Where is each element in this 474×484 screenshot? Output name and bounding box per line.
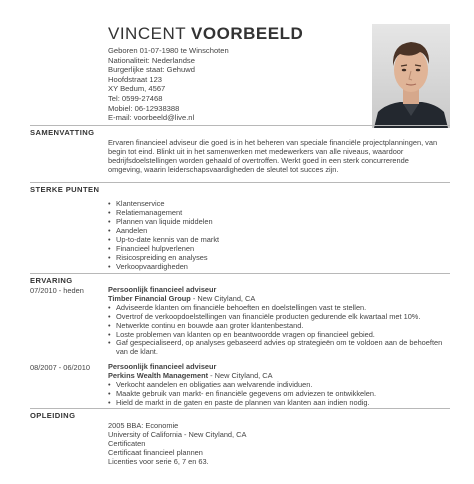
education-line: University of California - New Cityland, CA	[108, 430, 247, 439]
candidate-name	[108, 24, 303, 44]
summary-text: Ervaren financieel adviseur die goed is in het beheren van speciale financiële projectplanningen, van begin tot eind. Blinkt uit in het samenwerken met medewerkers van alle niveaus, waardoor bedrijfsdoelstellingen worden gehaald of overtroffen. Werkt goed in een sterk concurrerende omgeving, waarin leiderschapsvaardigheden de sleutel tot succes zijn.	[108, 138, 438, 174]
profile-photo	[372, 24, 450, 128]
job-role: Persoonlijk financieel adviseur	[108, 362, 217, 371]
list-item: • Relatiemanagement	[108, 208, 183, 217]
first-name: VINCENT	[108, 24, 186, 43]
contact-line: Burgerlijke staat: Gehuwd	[108, 65, 195, 75]
list-item: • Plannen van liquide middelen	[108, 217, 213, 226]
section-divider	[30, 273, 450, 274]
education-line: Certificaat financieel plannen	[108, 448, 203, 457]
contact-line: Tel: 0599-27468	[108, 93, 163, 103]
last-name: VOORBEELD	[191, 24, 304, 43]
list-item: • Verkoopvaardigheden	[108, 262, 188, 271]
education-line: Certificaten	[108, 439, 146, 448]
job-dates: 07/2010 - heden	[30, 286, 84, 295]
job-bullet: • Adviseerde klanten om financiële behoeften en doelstellingen vast te stellen.	[108, 302, 367, 312]
contact-line: Nationaliteit: Nederlandse	[108, 55, 195, 65]
job-bullet: • Verkocht aandelen en obligaties aan welvarende individuen.	[108, 379, 313, 389]
list-item: • Financieel hulpverlenen	[108, 244, 195, 253]
job-bullet: • Loste problemen van klanten op en beantwoordde vragen op financieel gebied.	[108, 329, 375, 339]
job-bullet: • Maakte gebruik van markt- en financiële gegevens om adviezen te ontwikkelen.	[108, 388, 377, 398]
contact-details	[108, 46, 229, 123]
experience-heading: ERVARING	[30, 276, 73, 285]
section-divider	[30, 408, 450, 409]
job-employer: Perkins Wealth Management - New Cityland, CA	[108, 370, 273, 380]
strengths-list	[108, 199, 219, 271]
portrait-image	[372, 24, 450, 128]
list-item: • Up-to-date kennis van de markt	[108, 235, 220, 244]
section-divider	[30, 125, 450, 126]
job-entry	[108, 286, 444, 357]
list-item: • Risicospreiding en analyses	[108, 253, 208, 262]
section-divider	[30, 182, 450, 183]
contact-line: E-mail: voorbeeld@live.nl	[108, 113, 195, 123]
job-bullet: • Hield de markt in de gaten en paste de plannen van klanten aan indien nodig.	[108, 397, 370, 407]
education-heading: OPLEIDING	[30, 411, 76, 420]
job-bullet: • Netwerkte continu en bouwde aan groter klantenbestand.	[108, 320, 304, 330]
education-line: Licenties voor serie 6, 7 en 63.	[108, 457, 209, 466]
list-item: • Aandelen	[108, 226, 148, 235]
list-item: • Klantenservice	[108, 199, 165, 208]
education-details	[108, 421, 246, 466]
job-dates: 08/2007 - 06/2010	[30, 363, 90, 372]
summary-heading: SAMENVATTING	[30, 128, 95, 137]
strengths-heading: STERKE PUNTEN	[30, 185, 100, 194]
education-line: 2005 BBA: Economie	[108, 421, 179, 430]
job-bullet: • Overtrof de verkoopdoelstellingen van financiële producten gedurende elk kwartaal met 10%.	[108, 311, 421, 321]
job-employer: Timber Financial Group - New Cityland, CA	[108, 293, 256, 303]
contact-line: Mobiel: 06-12938388	[108, 103, 180, 113]
contact-line: Hoofdstraat 123	[108, 74, 163, 84]
contact-line: XY Bedum, 4567	[108, 84, 166, 94]
contact-line: Geboren 01-07-1980 te Winschoten	[108, 46, 229, 55]
job-role: Persoonlijk financieel adviseur	[108, 285, 217, 294]
job-bullet: • Gaf gespecialiseerd, op analyses gebaseerd advies op strategieën om te voldoen aan de behoeften van de klant.	[108, 338, 443, 357]
job-entry	[108, 363, 444, 408]
